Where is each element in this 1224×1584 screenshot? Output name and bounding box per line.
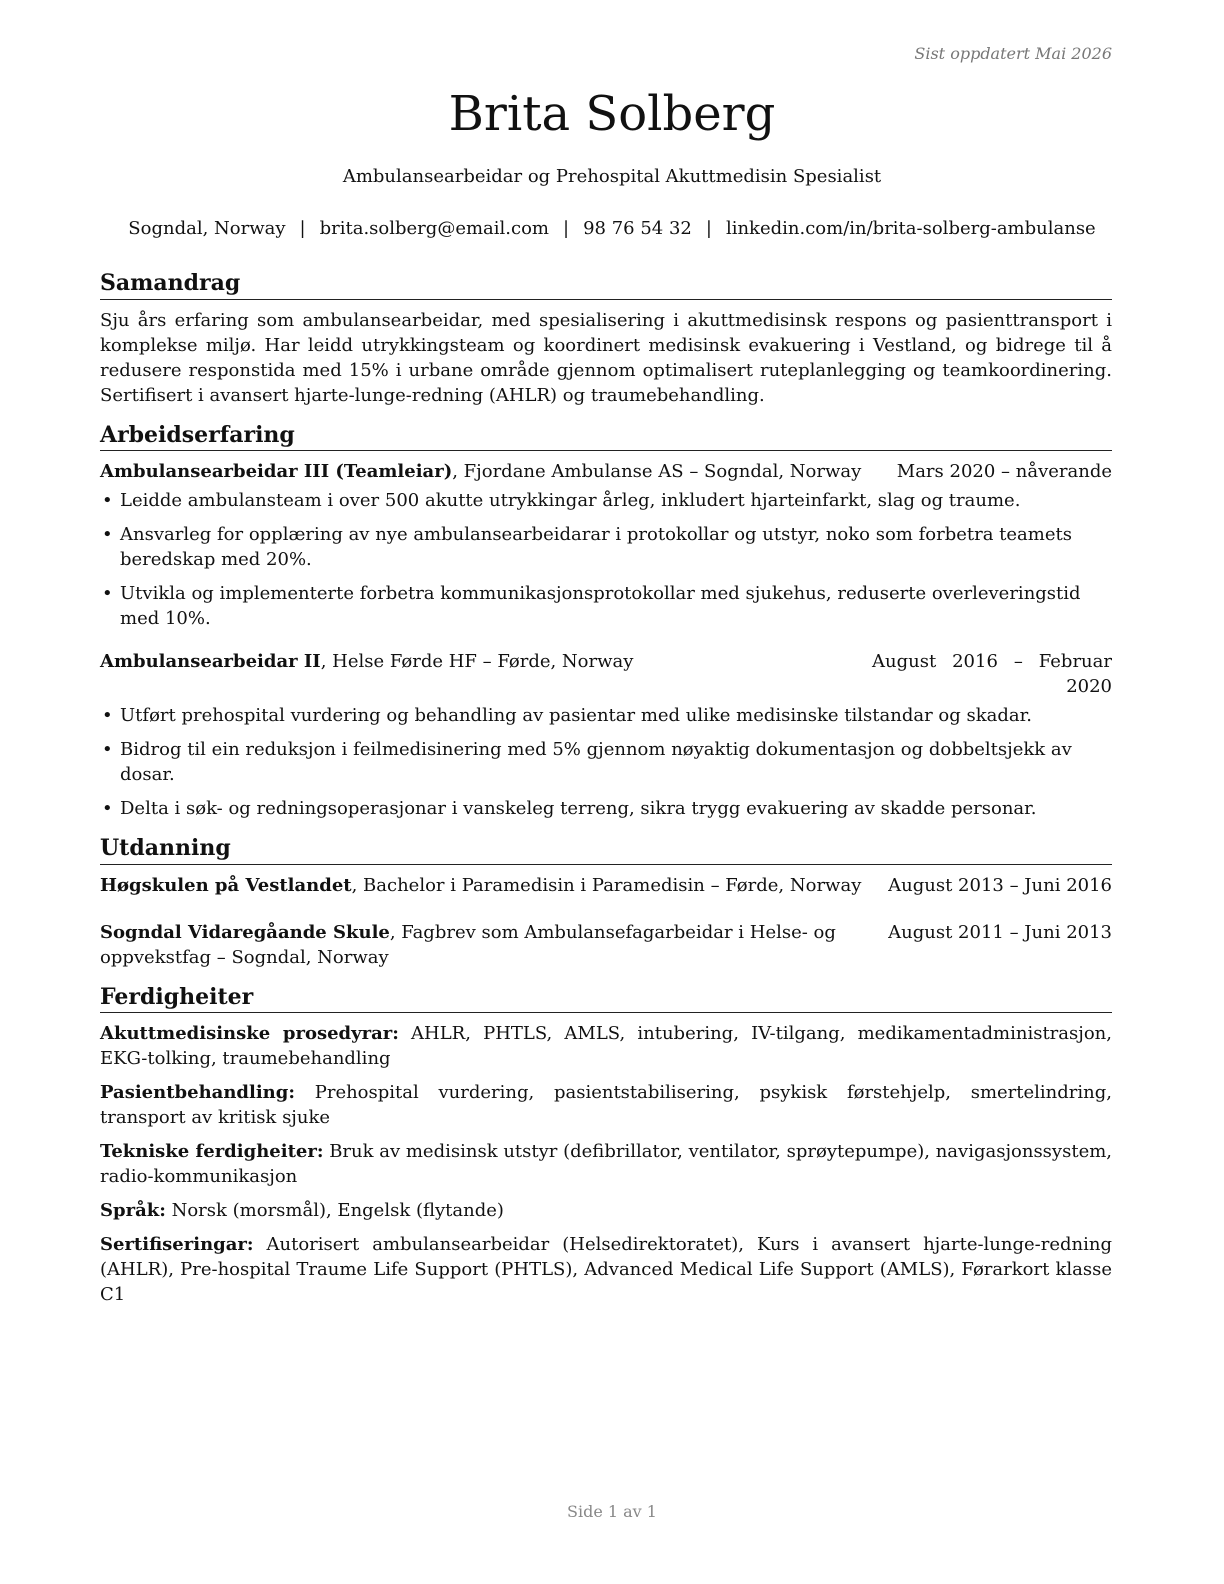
contact-email[interactable]: brita.solberg@email.com [319,218,549,239]
skills-heading: Ferdigheiter [100,984,1112,1014]
education-dates: August 2011 – Juni 2013 [888,921,1112,943]
contact-location: Sogndal, Norway [128,218,286,239]
candidate-name: Brita Solberg [448,86,776,142]
skill-text: Autorisert ambulansearbeidar (Helsedirektoratet), Kurs i avansert hjarte-lunge-redning (AHLR), Pre-hospital Traume Life Support (PHTLS), Advanced Medical Life Support (AMLS), Førarkort klasse C1 [100,1234,1112,1305]
school-name: Høgskulen på Vestlandet [100,874,352,896]
job-title: Ambulansearbeidar III (Teamleiar) [100,461,453,482]
summary-section [100,270,1112,408]
skill-label: Akuttmedisinske prosedyrar: [100,1023,399,1044]
skill-text: Norsk (morsmål), Engelsk (flytande) [165,1200,504,1221]
page-number: Side 1 av 1 [567,1502,657,1521]
resume-content [100,270,1112,1321]
skills-section [100,984,1112,1308]
list-item: • Bidrog til ein reduksjon i feilmedisinering med 5% gjennom nøyaktig dokumentasjon og dobbeltsjekk av dosar. [100,737,1112,787]
job-bullets [100,488,1112,631]
job-dates: August 2016 – Februar 2020 [872,651,1112,697]
list-item: • Delta i søk- og redningsoperasjonar i vanskeleg terreng, sikra trygg evakuering av skadde personar. [100,796,1112,821]
experience-section [100,422,1112,822]
contact-phone: 98 76 54 32 [583,218,692,239]
list-item: • Utført prehospital vurdering og behandling av pasientar med ulike medisinske tilstandar og skadar. [100,703,1112,728]
education-heading: Utdanning [100,835,1112,865]
skill-row [100,1232,1112,1307]
contact-separator: | [705,218,712,239]
education-details: , Bachelor i Paramedisin i Paramedisin – Førde, Norway [351,874,862,896]
job-dates: Mars 2020 – nåverande [896,461,1112,482]
education-details: , Fagbrev som Ambulansefagarbeidar i Helse- og oppvekstfag – Sogndal, Norway [100,921,836,968]
education-section [100,835,1112,970]
job-bullets [100,703,1112,821]
skill-row [100,1021,1112,1071]
education-entry [100,920,1112,970]
contact-line [0,218,1224,239]
education-entry [100,873,1112,898]
job-employer: , Helse Førde HF – Førde, Norway [320,651,634,672]
job-entry [100,459,1112,631]
job-title: Ambulansearbeidar II [100,651,321,672]
skill-text: AHLR, PHTLS, AMLS, intubering, IV-tilgang, medikamentadministrasjon, EKG-tolking, traumebehandling [100,1023,1112,1069]
skill-label: Språk: [100,1200,166,1221]
contact-separator: | [299,218,306,239]
last-updated: Sist oppdatert Mai 2026 [914,44,1112,63]
skill-row [100,1198,1112,1223]
contact-separator: | [563,218,570,239]
skill-row [100,1080,1112,1130]
summary-text: Sju års erfaring som ambulansearbeidar, med spesialisering i akuttmedisinsk respons og pasienttransport i komplekse miljø. Har leidd utrykkingsteam og koordinert medisinsk evakuering i Vestland, og bidrege til å redusere responstida med 15% i urbane område gjennom optimalisert ruteplanlegging og teamkoordinering. Sertifisert i avansert hjarte-lunge-redning (AHLR) og traumebehandling. [100,309,1112,406]
job-employer: , Fjordane Ambulanse AS – Sogndal, Norway [452,461,862,482]
school-name: Sogndal Vidaregåande Skule [100,921,390,943]
list-item: • Leidde ambulansteam i over 500 akutte utrykkingar årleg, inkludert hjarteinfarkt, slag og traume. [100,488,1112,513]
job-header [100,459,1112,484]
list-item: • Utvikla og implementerte forbetra kommunikasjonsprotokollar med sjukehus, reduserte overleveringstid med 10%. [100,581,1112,631]
summary-heading: Samandrag [100,270,1112,300]
job-entry [100,649,1112,821]
contact-linkedin[interactable]: linkedin.com/in/brita-solberg-ambulanse [725,218,1096,239]
education-dates: August 2013 – Juni 2016 [888,874,1112,896]
job-header [100,649,1112,699]
skill-label: Tekniske ferdigheiter: [100,1141,324,1162]
skill-label: Pasientbehandling: [100,1082,295,1103]
skill-label: Sertifiseringar: [100,1234,254,1255]
experience-heading: Arbeidserfaring [100,422,1112,452]
skill-text: Bruk av medisinsk utstyr (defibrillator, ventilator, sprøytepumpe), navigasjonssystem, radio-kommunikasjon [100,1141,1113,1187]
candidate-title: Ambulansearbeidar og Prehospital Akuttmedisin Spesialist [342,166,882,187]
list-item: • Ansvarleg for opplæring av nye ambulansearbeidarar i protokollar og utstyr, noko som forbetra teamets beredskap med 20%. [100,522,1112,572]
skill-row [100,1139,1112,1189]
skill-text: Prehospital vurdering, pasientstabilisering, psykisk førstehjelp, smertelindring, transport av kritisk sjuke [100,1082,1112,1128]
